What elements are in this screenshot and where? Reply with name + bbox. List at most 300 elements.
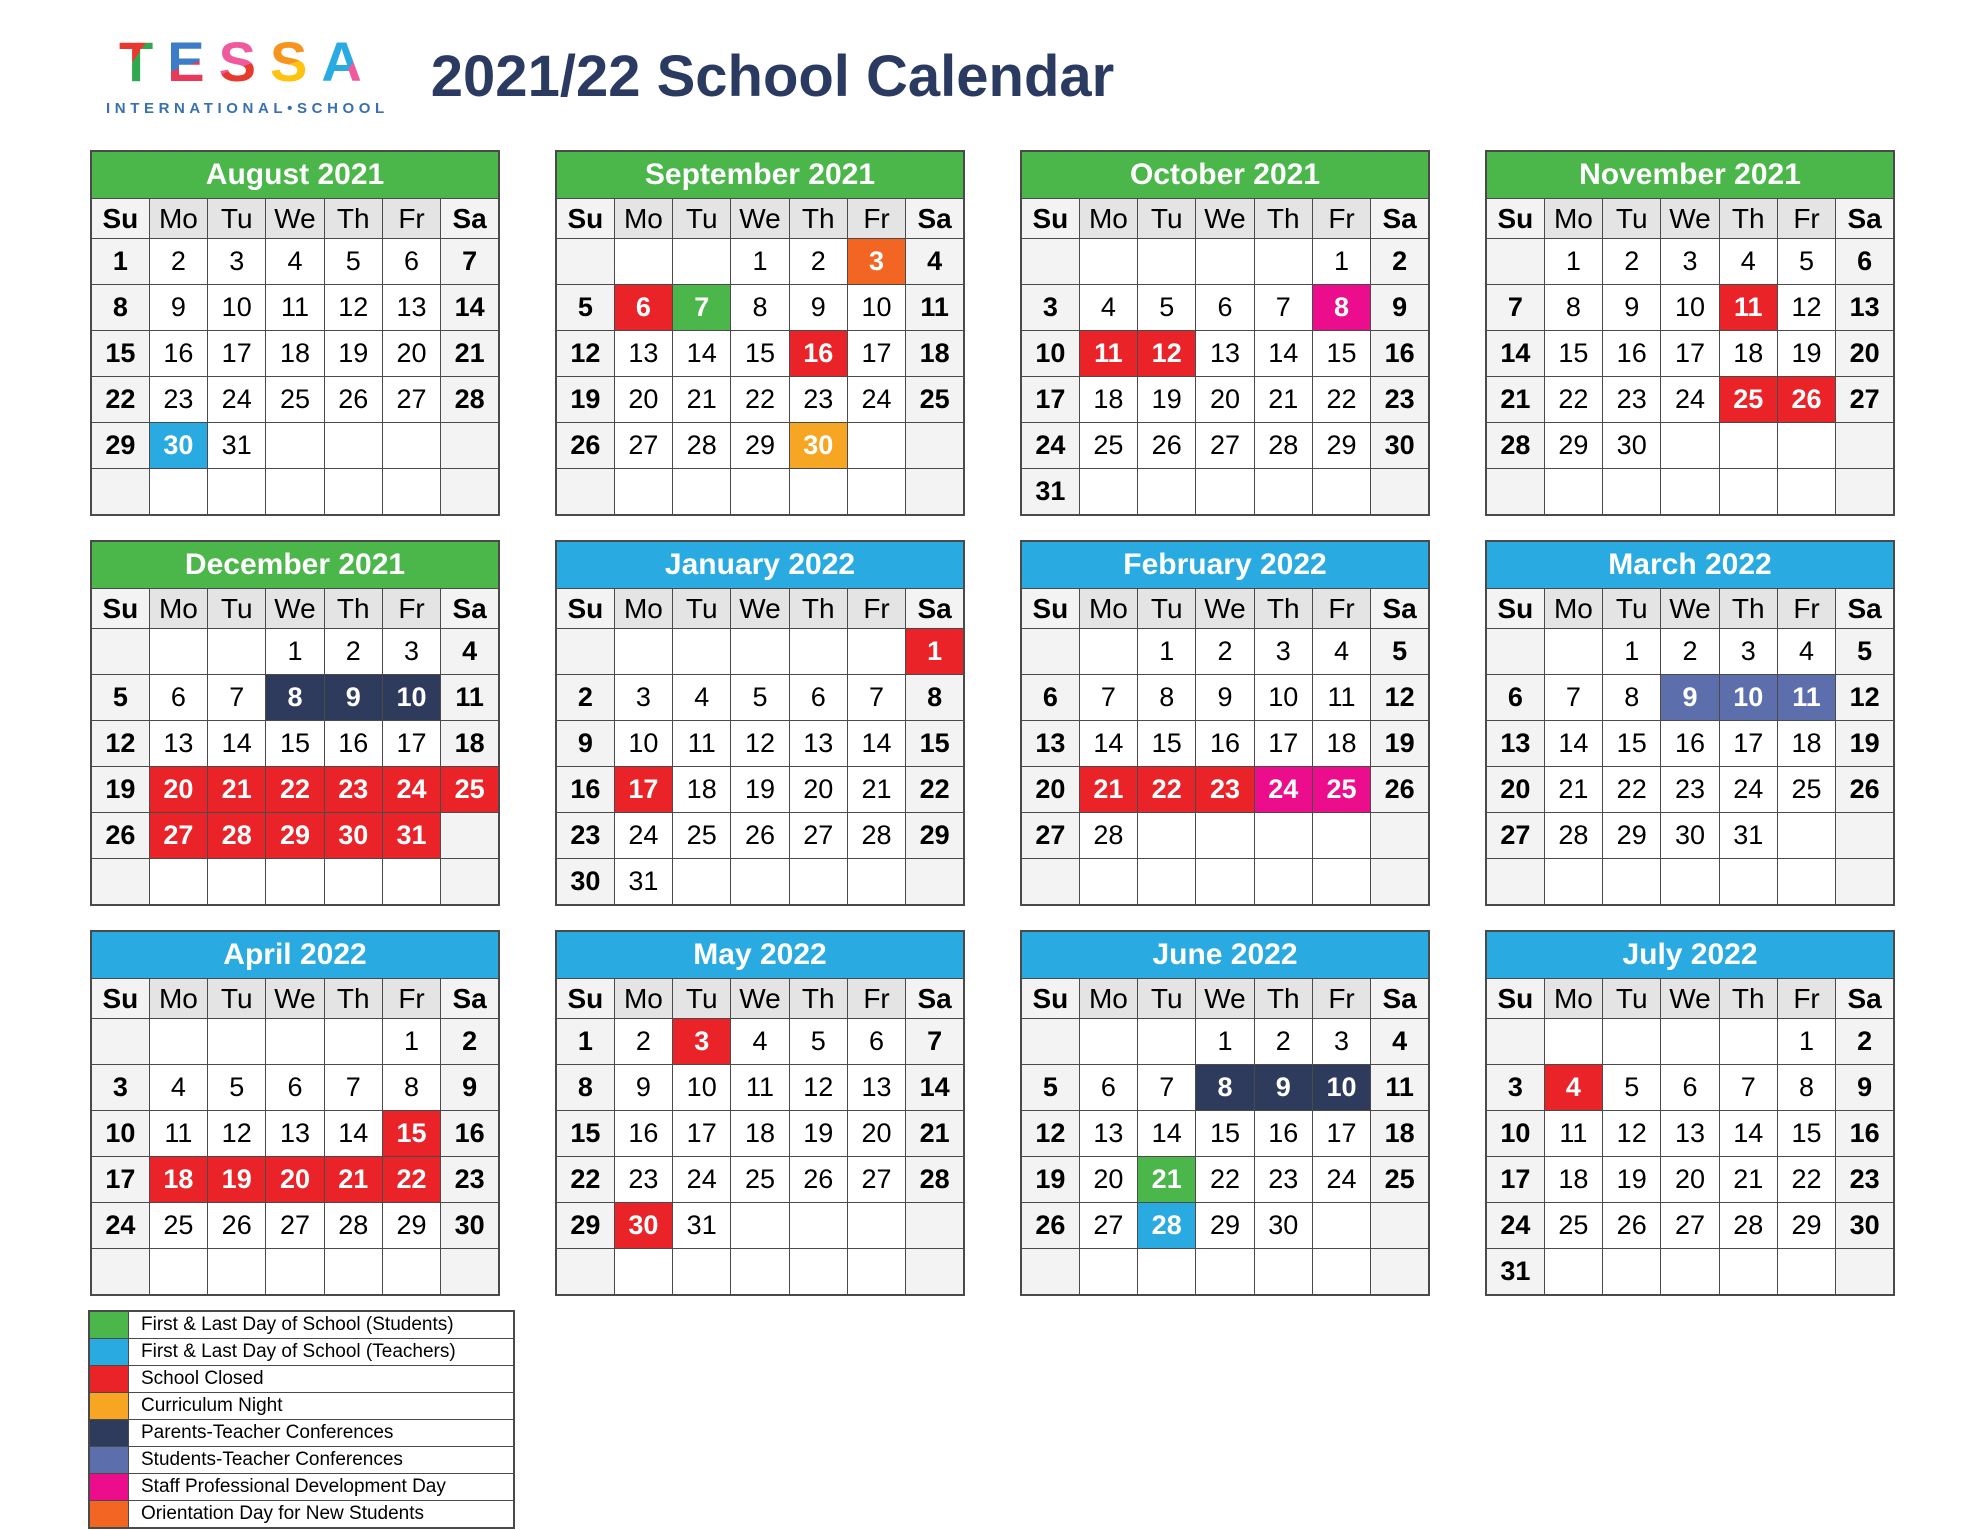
empty-cell bbox=[731, 1249, 789, 1296]
day-cell: 27 bbox=[789, 813, 847, 859]
day-cell: 15 bbox=[1603, 721, 1661, 767]
day-cell: 28 bbox=[1544, 813, 1602, 859]
day-cell: 26 bbox=[208, 1203, 266, 1249]
day-cell: 5 bbox=[1021, 1065, 1079, 1111]
day-cell: 20 bbox=[1836, 331, 1894, 377]
day-cell: 1 bbox=[1777, 1019, 1835, 1065]
legend-swatch-staffpd bbox=[89, 1474, 129, 1501]
day-cell: 22 bbox=[1196, 1157, 1254, 1203]
empty-cell bbox=[1138, 813, 1196, 859]
empty-cell bbox=[847, 1249, 905, 1296]
day-cell: 22 bbox=[1544, 377, 1602, 423]
day-cell: 28 bbox=[324, 1203, 382, 1249]
day-cell: 4 bbox=[1719, 239, 1777, 285]
weekday-header: Su bbox=[91, 979, 149, 1019]
day-cell: 5 bbox=[1138, 285, 1196, 331]
empty-cell bbox=[614, 629, 672, 675]
day-cell: 23 bbox=[1661, 767, 1719, 813]
day-cell: 11 bbox=[673, 721, 731, 767]
day-cell: 31 bbox=[614, 859, 672, 906]
day-cell-closed: 22 bbox=[1138, 767, 1196, 813]
day-cell: 20 bbox=[847, 1111, 905, 1157]
empty-cell bbox=[1196, 813, 1254, 859]
day-cell: 18 bbox=[673, 767, 731, 813]
day-cell-closed: 25 bbox=[441, 767, 499, 813]
day-cell: 1 bbox=[1196, 1019, 1254, 1065]
day-cell: 25 bbox=[906, 377, 964, 423]
weekday-header: Tu bbox=[673, 979, 731, 1019]
day-cell-closed: 27 bbox=[149, 813, 207, 859]
empty-cell bbox=[1254, 1249, 1312, 1296]
day-cell: 21 bbox=[1486, 377, 1544, 423]
day-cell: 13 bbox=[1021, 721, 1079, 767]
empty-cell bbox=[556, 629, 614, 675]
empty-cell bbox=[1138, 1249, 1196, 1296]
empty-cell bbox=[382, 469, 440, 516]
day-cell: 5 bbox=[731, 675, 789, 721]
weekday-header: Th bbox=[324, 199, 382, 239]
weekday-header: Fr bbox=[382, 589, 440, 629]
empty-cell bbox=[266, 1019, 324, 1065]
month-title: May 2022 bbox=[556, 931, 964, 979]
day-cell: 24 bbox=[1719, 767, 1777, 813]
empty-cell bbox=[906, 1203, 964, 1249]
day-cell: 12 bbox=[91, 721, 149, 767]
empty-cell bbox=[266, 1249, 324, 1296]
day-cell: 16 bbox=[1836, 1111, 1894, 1157]
day-cell: 6 bbox=[1079, 1065, 1137, 1111]
day-cell: 31 bbox=[1719, 813, 1777, 859]
day-cell-stconf: 9 bbox=[1661, 675, 1719, 721]
empty-cell bbox=[1138, 1019, 1196, 1065]
weekday-header: Mo bbox=[149, 979, 207, 1019]
day-cell: 10 bbox=[1254, 675, 1312, 721]
legend-label: Curriculum Night bbox=[129, 1393, 515, 1420]
weekday-header: Mo bbox=[614, 979, 672, 1019]
day-cell: 16 bbox=[1371, 331, 1429, 377]
day-cell: 5 bbox=[1836, 629, 1894, 675]
day-cell: 20 bbox=[1021, 767, 1079, 813]
empty-cell bbox=[673, 629, 731, 675]
day-cell: 4 bbox=[1371, 1019, 1429, 1065]
empty-cell bbox=[1544, 1249, 1602, 1296]
day-cell: 3 bbox=[614, 675, 672, 721]
weekday-header: Su bbox=[1021, 199, 1079, 239]
empty-cell bbox=[149, 1249, 207, 1296]
empty-cell bbox=[1371, 813, 1429, 859]
day-cell: 18 bbox=[906, 331, 964, 377]
empty-cell bbox=[906, 1249, 964, 1296]
day-cell: 22 bbox=[91, 377, 149, 423]
day-cell: 13 bbox=[1079, 1111, 1137, 1157]
empty-cell bbox=[266, 859, 324, 906]
weekday-header: We bbox=[266, 199, 324, 239]
day-cell: 25 bbox=[149, 1203, 207, 1249]
weekday-header: Fr bbox=[847, 979, 905, 1019]
day-cell: 6 bbox=[1196, 285, 1254, 331]
day-cell-closed: 22 bbox=[382, 1157, 440, 1203]
month-title: January 2022 bbox=[556, 541, 964, 589]
empty-cell bbox=[1603, 469, 1661, 516]
day-cell-closed: 20 bbox=[266, 1157, 324, 1203]
day-cell: 10 bbox=[614, 721, 672, 767]
day-cell: 29 bbox=[906, 813, 964, 859]
empty-cell bbox=[149, 1019, 207, 1065]
weekday-header: Su bbox=[91, 199, 149, 239]
day-cell: 10 bbox=[1486, 1111, 1544, 1157]
day-cell: 1 bbox=[731, 239, 789, 285]
weekday-header: Mo bbox=[1079, 199, 1137, 239]
weekday-header: Tu bbox=[208, 199, 266, 239]
day-cell: 17 bbox=[1254, 721, 1312, 767]
weekday-header: We bbox=[1661, 979, 1719, 1019]
day-cell: 30 bbox=[1661, 813, 1719, 859]
month-title: July 2022 bbox=[1486, 931, 1894, 979]
weekday-header: Su bbox=[1021, 589, 1079, 629]
empty-cell bbox=[847, 469, 905, 516]
weekday-header: Sa bbox=[1371, 199, 1429, 239]
day-cell: 16 bbox=[614, 1111, 672, 1157]
day-cell: 24 bbox=[847, 377, 905, 423]
day-cell: 21 bbox=[1719, 1157, 1777, 1203]
day-cell: 27 bbox=[266, 1203, 324, 1249]
month-february-2022 bbox=[1020, 540, 1430, 906]
day-cell: 12 bbox=[324, 285, 382, 331]
day-cell: 26 bbox=[1603, 1203, 1661, 1249]
weekday-header: Th bbox=[1254, 979, 1312, 1019]
weekday-header: Su bbox=[556, 589, 614, 629]
day-cell: 29 bbox=[556, 1203, 614, 1249]
day-cell: 30 bbox=[556, 859, 614, 906]
month-title: December 2021 bbox=[91, 541, 499, 589]
empty-cell bbox=[1836, 469, 1894, 516]
day-cell: 9 bbox=[1371, 285, 1429, 331]
month-title: June 2022 bbox=[1021, 931, 1429, 979]
empty-cell bbox=[847, 859, 905, 906]
day-cell: 7 bbox=[208, 675, 266, 721]
day-cell: 20 bbox=[1661, 1157, 1719, 1203]
day-cell: 6 bbox=[1486, 675, 1544, 721]
day-cell: 12 bbox=[1021, 1111, 1079, 1157]
day-cell: 21 bbox=[906, 1111, 964, 1157]
day-cell: 6 bbox=[266, 1065, 324, 1111]
logo-letter: E bbox=[167, 30, 219, 93]
day-cell: 15 bbox=[1777, 1111, 1835, 1157]
empty-cell bbox=[1196, 859, 1254, 906]
empty-cell bbox=[1371, 859, 1429, 906]
weekday-header: We bbox=[1661, 199, 1719, 239]
day-cell-closed: 26 bbox=[1777, 377, 1835, 423]
weekday-header: Sa bbox=[906, 589, 964, 629]
empty-cell bbox=[1254, 859, 1312, 906]
empty-cell bbox=[1079, 469, 1137, 516]
empty-cell bbox=[1312, 469, 1370, 516]
day-cell: 16 bbox=[324, 721, 382, 767]
empty-cell bbox=[614, 239, 672, 285]
day-cell: 10 bbox=[1661, 285, 1719, 331]
day-cell-closed: 21 bbox=[208, 767, 266, 813]
day-cell-closed: 22 bbox=[266, 767, 324, 813]
empty-cell bbox=[789, 859, 847, 906]
day-cell: 2 bbox=[1836, 1019, 1894, 1065]
empty-cell bbox=[1719, 423, 1777, 469]
day-cell: 25 bbox=[731, 1157, 789, 1203]
day-cell-teachers: 30 bbox=[149, 423, 207, 469]
month-july-2022 bbox=[1485, 930, 1895, 1296]
month-october-2021 bbox=[1020, 150, 1430, 516]
day-cell-parents: 10 bbox=[1312, 1065, 1370, 1111]
legend-swatch-teachers bbox=[89, 1339, 129, 1366]
day-cell: 19 bbox=[731, 767, 789, 813]
weekday-header: We bbox=[1661, 589, 1719, 629]
day-cell: 21 bbox=[1544, 767, 1602, 813]
month-march-2022 bbox=[1485, 540, 1895, 906]
day-cell: 28 bbox=[673, 423, 731, 469]
day-cell: 26 bbox=[1138, 423, 1196, 469]
day-cell: 7 bbox=[324, 1065, 382, 1111]
day-cell: 27 bbox=[1021, 813, 1079, 859]
day-cell: 2 bbox=[324, 629, 382, 675]
empty-cell bbox=[1196, 239, 1254, 285]
weekday-header: Sa bbox=[441, 589, 499, 629]
weekday-header: Su bbox=[556, 199, 614, 239]
empty-cell bbox=[731, 469, 789, 516]
month-december-2021 bbox=[90, 540, 500, 906]
day-cell: 5 bbox=[91, 675, 149, 721]
empty-cell bbox=[1138, 239, 1196, 285]
day-cell: 14 bbox=[673, 331, 731, 377]
day-cell: 16 bbox=[556, 767, 614, 813]
day-cell: 6 bbox=[149, 675, 207, 721]
day-cell: 25 bbox=[1544, 1203, 1602, 1249]
day-cell-closed: 3 bbox=[673, 1019, 731, 1065]
day-cell: 21 bbox=[673, 377, 731, 423]
day-cell: 27 bbox=[1486, 813, 1544, 859]
day-cell-closed: 19 bbox=[208, 1157, 266, 1203]
weekday-header: Mo bbox=[614, 589, 672, 629]
empty-cell bbox=[1603, 1019, 1661, 1065]
day-cell: 11 bbox=[906, 285, 964, 331]
empty-cell bbox=[91, 629, 149, 675]
legend-swatch-stconf bbox=[89, 1447, 129, 1474]
empty-cell bbox=[208, 629, 266, 675]
month-june-2022 bbox=[1020, 930, 1430, 1296]
day-cell: 13 bbox=[614, 331, 672, 377]
day-cell: 1 bbox=[556, 1019, 614, 1065]
day-cell: 12 bbox=[1836, 675, 1894, 721]
day-cell: 9 bbox=[556, 721, 614, 767]
day-cell: 29 bbox=[1196, 1203, 1254, 1249]
weekday-header: Su bbox=[556, 979, 614, 1019]
empty-cell bbox=[1836, 859, 1894, 906]
day-cell: 12 bbox=[1371, 675, 1429, 721]
legend-swatch-students bbox=[89, 1311, 129, 1339]
month-title: April 2022 bbox=[91, 931, 499, 979]
day-cell: 18 bbox=[1079, 377, 1137, 423]
day-cell: 23 bbox=[789, 377, 847, 423]
weekday-header: Su bbox=[91, 589, 149, 629]
day-cell: 26 bbox=[556, 423, 614, 469]
empty-cell bbox=[1661, 1019, 1719, 1065]
legend-swatch-orientation bbox=[89, 1501, 129, 1529]
day-cell-closed: 25 bbox=[1719, 377, 1777, 423]
empty-cell bbox=[556, 239, 614, 285]
empty-cell bbox=[441, 859, 499, 906]
empty-cell bbox=[1777, 813, 1835, 859]
day-cell: 7 bbox=[1544, 675, 1602, 721]
day-cell: 14 bbox=[1138, 1111, 1196, 1157]
day-cell: 27 bbox=[847, 1157, 905, 1203]
day-cell: 9 bbox=[441, 1065, 499, 1111]
day-cell-closed: 4 bbox=[1544, 1065, 1602, 1111]
logo-letter: S bbox=[218, 30, 270, 93]
day-cell: 14 bbox=[847, 721, 905, 767]
day-cell: 4 bbox=[441, 629, 499, 675]
day-cell: 13 bbox=[382, 285, 440, 331]
weekday-header: We bbox=[266, 979, 324, 1019]
empty-cell bbox=[1603, 1249, 1661, 1296]
empty-cell bbox=[1719, 1019, 1777, 1065]
day-cell: 7 bbox=[906, 1019, 964, 1065]
day-cell: 26 bbox=[731, 813, 789, 859]
empty-cell bbox=[1836, 813, 1894, 859]
day-cell-closed: 30 bbox=[614, 1203, 672, 1249]
empty-cell bbox=[1603, 859, 1661, 906]
day-cell: 7 bbox=[1079, 675, 1137, 721]
day-cell: 23 bbox=[1603, 377, 1661, 423]
logo-letters bbox=[119, 30, 376, 93]
day-cell: 7 bbox=[1138, 1065, 1196, 1111]
day-cell: 12 bbox=[789, 1065, 847, 1111]
day-cell: 15 bbox=[1138, 721, 1196, 767]
day-cell: 9 bbox=[789, 285, 847, 331]
day-cell: 6 bbox=[847, 1019, 905, 1065]
weekday-header: Th bbox=[1254, 589, 1312, 629]
month-title: February 2022 bbox=[1021, 541, 1429, 589]
day-cell: 23 bbox=[1254, 1157, 1312, 1203]
weekday-header: Fr bbox=[847, 589, 905, 629]
empty-cell bbox=[1371, 1249, 1429, 1296]
empty-cell bbox=[1312, 1249, 1370, 1296]
day-cell: 2 bbox=[1661, 629, 1719, 675]
day-cell-closed: 12 bbox=[1138, 331, 1196, 377]
day-cell: 19 bbox=[324, 331, 382, 377]
day-cell: 29 bbox=[731, 423, 789, 469]
day-cell: 19 bbox=[1777, 331, 1835, 377]
day-cell-closed: 18 bbox=[149, 1157, 207, 1203]
empty-cell bbox=[1777, 859, 1835, 906]
weekday-header: Tu bbox=[673, 199, 731, 239]
day-cell: 26 bbox=[1021, 1203, 1079, 1249]
day-cell: 14 bbox=[1544, 721, 1602, 767]
empty-cell bbox=[673, 239, 731, 285]
empty-cell bbox=[614, 469, 672, 516]
empty-cell bbox=[91, 859, 149, 906]
day-cell: 17 bbox=[91, 1157, 149, 1203]
weekday-header: We bbox=[1196, 589, 1254, 629]
weekday-header: Mo bbox=[149, 589, 207, 629]
day-cell-orientation: 3 bbox=[847, 239, 905, 285]
day-cell: 13 bbox=[847, 1065, 905, 1111]
day-cell: 19 bbox=[1021, 1157, 1079, 1203]
day-cell: 4 bbox=[1777, 629, 1835, 675]
empty-cell bbox=[149, 629, 207, 675]
legend-label: School Closed bbox=[129, 1366, 515, 1393]
day-cell-parents: 10 bbox=[382, 675, 440, 721]
day-cell: 12 bbox=[1777, 285, 1835, 331]
weekday-header: Mo bbox=[1544, 589, 1602, 629]
empty-cell bbox=[847, 1203, 905, 1249]
day-cell: 30 bbox=[1836, 1203, 1894, 1249]
weekday-header: Mo bbox=[1079, 979, 1137, 1019]
day-cell: 28 bbox=[1486, 423, 1544, 469]
weekday-header: We bbox=[266, 589, 324, 629]
weekday-header: Tu bbox=[1603, 589, 1661, 629]
day-cell: 17 bbox=[673, 1111, 731, 1157]
empty-cell bbox=[1661, 859, 1719, 906]
day-cell: 22 bbox=[906, 767, 964, 813]
day-cell: 25 bbox=[1079, 423, 1137, 469]
empty-cell bbox=[847, 423, 905, 469]
day-cell: 19 bbox=[91, 767, 149, 813]
day-cell: 8 bbox=[1138, 675, 1196, 721]
day-cell: 11 bbox=[1544, 1111, 1602, 1157]
empty-cell bbox=[789, 469, 847, 516]
weekday-header: Tu bbox=[1138, 979, 1196, 1019]
day-cell: 9 bbox=[614, 1065, 672, 1111]
day-cell: 24 bbox=[1661, 377, 1719, 423]
weekday-header: Mo bbox=[1079, 589, 1137, 629]
empty-cell bbox=[1486, 629, 1544, 675]
day-cell: 11 bbox=[266, 285, 324, 331]
day-cell: 24 bbox=[614, 813, 672, 859]
month-january-2022 bbox=[555, 540, 965, 906]
day-cell: 14 bbox=[1079, 721, 1137, 767]
empty-cell bbox=[91, 1249, 149, 1296]
day-cell: 30 bbox=[1371, 423, 1429, 469]
day-cell-closed: 23 bbox=[324, 767, 382, 813]
day-cell: 15 bbox=[91, 331, 149, 377]
day-cell-students: 21 bbox=[1138, 1157, 1196, 1203]
day-cell: 21 bbox=[441, 331, 499, 377]
weekday-header: Sa bbox=[1371, 979, 1429, 1019]
day-cell: 18 bbox=[1371, 1111, 1429, 1157]
day-cell: 20 bbox=[789, 767, 847, 813]
empty-cell bbox=[1544, 1019, 1602, 1065]
day-cell: 1 bbox=[266, 629, 324, 675]
day-cell: 24 bbox=[91, 1203, 149, 1249]
weekday-header: Th bbox=[789, 199, 847, 239]
empty-cell bbox=[1079, 859, 1137, 906]
empty-cell bbox=[1777, 1249, 1835, 1296]
day-cell: 25 bbox=[673, 813, 731, 859]
day-cell: 28 bbox=[1254, 423, 1312, 469]
empty-cell bbox=[614, 1249, 672, 1296]
day-cell: 7 bbox=[1254, 285, 1312, 331]
legend-label: First & Last Day of School (Teachers) bbox=[129, 1339, 515, 1366]
day-cell: 4 bbox=[1312, 629, 1370, 675]
day-cell: 2 bbox=[1196, 629, 1254, 675]
months-grid bbox=[0, 150, 1980, 1296]
day-cell: 23 bbox=[556, 813, 614, 859]
day-cell: 17 bbox=[1486, 1157, 1544, 1203]
legend-swatch-closed bbox=[89, 1366, 129, 1393]
day-cell: 2 bbox=[789, 239, 847, 285]
day-cell: 14 bbox=[324, 1111, 382, 1157]
weekday-header: Su bbox=[1486, 199, 1544, 239]
day-cell: 17 bbox=[847, 331, 905, 377]
day-cell: 8 bbox=[91, 285, 149, 331]
